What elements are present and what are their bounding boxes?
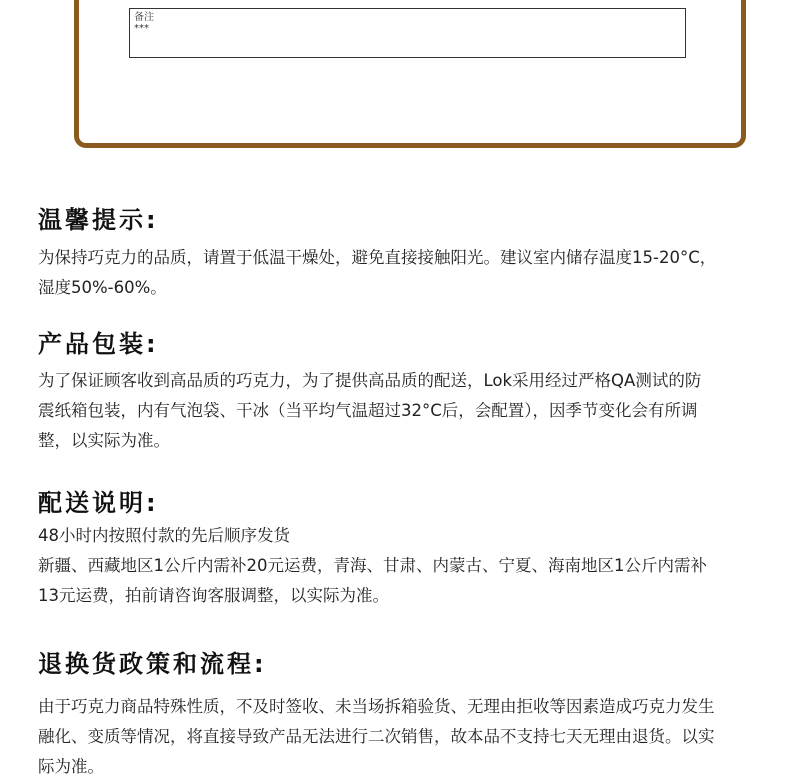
shipping-section [38, 487, 768, 611]
shipping-text-line: 48小时内按照付款的先后顺序发货 [38, 526, 290, 545]
tips-text-line: 为保持巧克力的品质，请置于低温干燥处，避免直接接触阳光。建议室内储存温度15-20°C， [38, 248, 717, 267]
return-policy-section [38, 648, 768, 782]
packaging-heading: 产品包装: [38, 330, 159, 358]
shipping-text-line: 13元运费，拍前请咨询客服调整，以实际为准。 [38, 586, 389, 605]
order-info-card [74, 0, 746, 148]
packaging-text-line: 整，以实际为准。 [38, 431, 170, 450]
return-policy-text-line: 融化、变质等情况，将直接导致产品无法进行二次销售，故本品不支持七天无理由退货。以实 [38, 727, 715, 746]
shipping-text-line: 新疆、西藏地区1公斤内需补20元运费，青海、甘肃、内蒙古、宁夏、海南地区1公斤内需补 [38, 556, 707, 575]
return-policy-heading: 退换货政策和流程: [38, 650, 267, 678]
packaging-section [38, 328, 768, 456]
tips-section [38, 204, 768, 303]
return-policy-text-line: 际为准。 [38, 757, 104, 776]
shipping-heading: 配送说明: [38, 489, 159, 517]
tips-text-line: 湿度50%-60%。 [38, 278, 167, 297]
packaging-text-line: 震纸箱包装，内有气泡袋、干冰（当平均气温超过32°C后，会配置），因季节变化会有所调 [38, 401, 698, 420]
return-policy-text-line: 由于巧克力商品特殊性质，不及时签收、未当场拆箱验货、无理由拒收等因素造成巧克力发生 [38, 697, 715, 716]
remarks-label: 备注 [134, 12, 154, 23]
remarks-box [129, 8, 686, 58]
packaging-text-line: 为了保证顾客收到高品质的巧克力，为了提供高品质的配送，Lok采用经过严格QA测试的防 [38, 371, 702, 390]
tips-heading: 温馨提示: [38, 206, 159, 234]
remarks-value: *** [134, 23, 149, 34]
